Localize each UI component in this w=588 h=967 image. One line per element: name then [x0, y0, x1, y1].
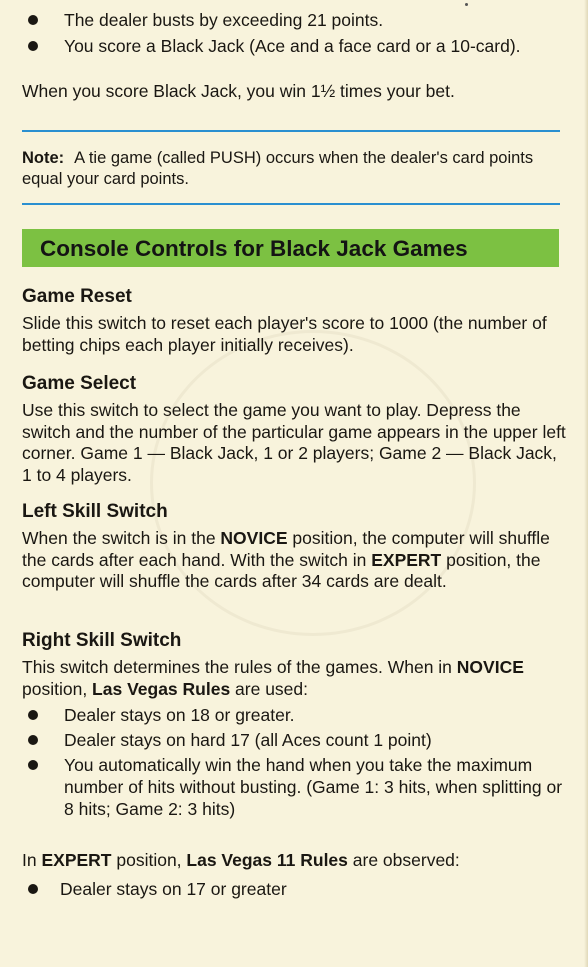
- bullet-dealer-busts: [22, 9, 568, 31]
- section-banner: [22, 229, 559, 267]
- payout-paragraph: When you score Black Jack, you win 1½ times your bet.: [22, 81, 455, 101]
- text-run: position, the computer will shuffle the cards after 34 cards are dealt.: [22, 549, 541, 591]
- text-run: are observed:: [347, 850, 460, 870]
- bullet-rule-max-hits: [22, 754, 568, 820]
- text-run: When the switch is in the: [22, 528, 221, 548]
- text-run: position,: [22, 678, 93, 699]
- bullet-rule-18: [22, 704, 568, 726]
- bullet-text: Dealer stays on 17 or greater: [60, 879, 287, 899]
- divider-top: [22, 130, 560, 132]
- note-box: [22, 148, 558, 190]
- bullet-dot-icon: [28, 15, 38, 25]
- text-run: In: [22, 850, 42, 870]
- note-text: A tie game (called PUSH) occurs when the dealer's card points equal your card points.: [22, 149, 534, 188]
- bullet-text: Dealer stays on 18 or greater.: [64, 705, 295, 725]
- bullet-dot-icon: [28, 735, 38, 745]
- text-run: position,: [111, 850, 187, 870]
- rules-term: Las Vegas Rules: [92, 678, 231, 699]
- body-expert-rules: [22, 850, 568, 872]
- heading-right-skill: Right Skill Switch: [22, 630, 182, 651]
- bullet-text: The dealer busts by exceeding 21 points.: [64, 10, 384, 30]
- bullet-text: You score a Black Jack (Ace and a face card or a 10-card).: [64, 36, 521, 56]
- divider-bottom: [22, 203, 560, 205]
- body-left-skill: [22, 528, 568, 593]
- bullet-dot-icon: [28, 884, 38, 894]
- bullet-dot-icon: [28, 710, 38, 720]
- text-run: This switch determines the rules of the games. When in: [22, 657, 457, 677]
- body-right-skill: [22, 657, 568, 700]
- rules-term: Las Vegas 11 Rules: [186, 850, 348, 870]
- bullet-dot-icon: [28, 760, 38, 770]
- bullet-text: Dealer stays on hard 17 (all Aces count 1 point): [64, 730, 432, 750]
- heading-game-reset: Game Reset: [22, 286, 132, 307]
- heading-left-skill: Left Skill Switch: [22, 501, 168, 522]
- heading-game-select: Game Select: [22, 373, 137, 394]
- bullet-rule-17: [22, 878, 568, 900]
- expert-term: EXPERT: [371, 549, 442, 570]
- bullet-rule-hard-17: [22, 729, 568, 751]
- body-game-reset: Slide this switch to reset each player's score to 1000 (the number of betting chips each player initially receives).: [22, 313, 547, 355]
- body-game-select: Use this switch to select the game you want to play. Depress the switch and the number of the particular game appears in the upper left corner. Game 1 — Black Jack, 1 or 2 players; Game 2 — Black Jack, 1 to 4 players.: [22, 400, 566, 485]
- text-run: position, the computer will shuffle the cards after each hand. With the switch in: [22, 528, 550, 570]
- bullet-text: You automatically win the hand when you take the maximum number of hits without busting. (Game 1: 3 hits, when splitting or 8 hits; Game 2: 3 hits): [64, 755, 563, 819]
- text-run: are used:: [230, 678, 309, 699]
- note-label: Note:: [22, 149, 65, 167]
- bullet-black-jack: [22, 35, 568, 57]
- page-edge-shadow: [584, 0, 588, 967]
- bullet-dot-icon: [28, 41, 38, 51]
- banner-title: Console Controls for Black Jack Games: [40, 236, 468, 261]
- novice-term: NOVICE: [456, 657, 524, 677]
- novice-term: NOVICE: [220, 528, 288, 548]
- expert-term: EXPERT: [41, 850, 112, 870]
- print-speck: [465, 3, 468, 6]
